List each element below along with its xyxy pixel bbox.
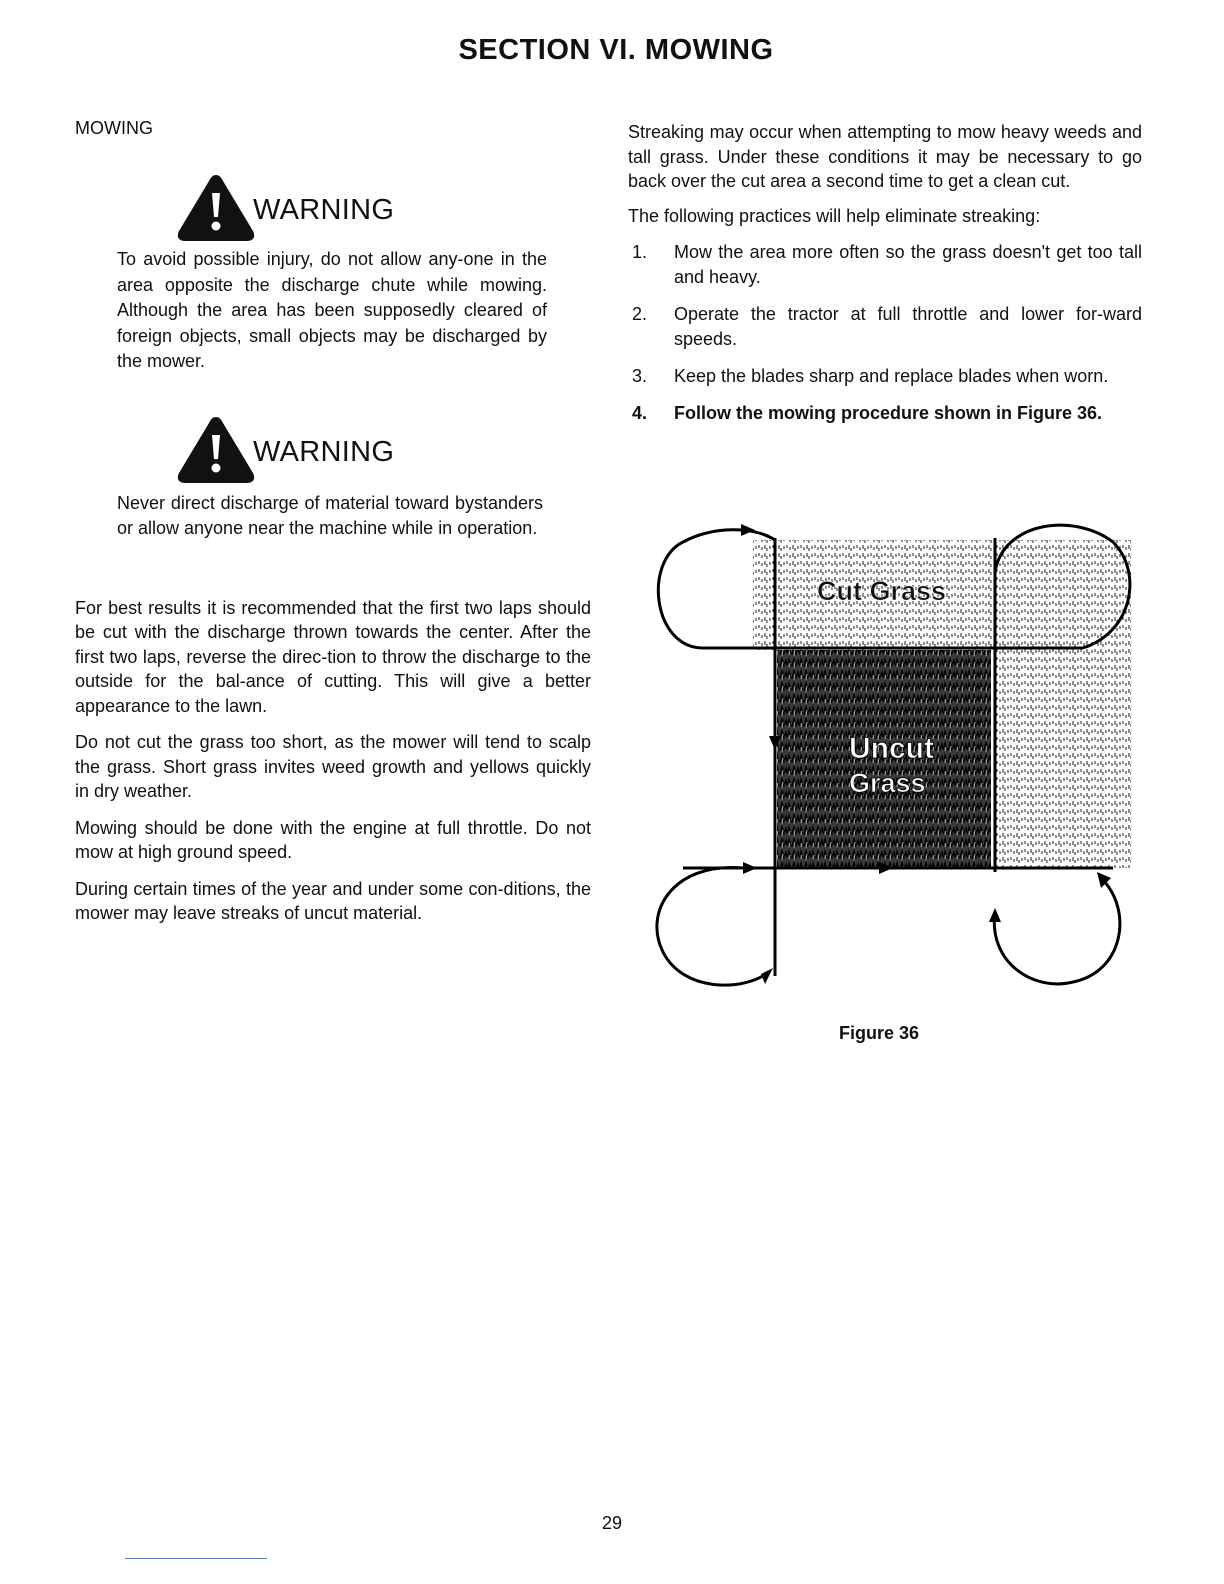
list-item: 1. Mow the area more often so the grass doesn't get too tall and heavy. (632, 242, 1142, 287)
footer-rule (125, 1558, 267, 1559)
cut-grass-label: Cut Grass (817, 576, 947, 606)
page-number: 29 (601, 1513, 623, 1533)
paragraph-streaking: Streaking may occur when attempting to mow heavy weeds and tall grass. Under these conditions it may be necessary to go back over the cut area a second time to get a clean cut. (628, 122, 1142, 191)
arrow-icon (741, 524, 755, 536)
mowing-pattern-figure (643, 512, 1137, 992)
warning-label-2: WARNING (253, 435, 395, 468)
arrow-icon (989, 908, 1001, 922)
practices-list (628, 240, 1142, 426)
warning-text-1: To avoid possible injury, do not allow any-one in the area opposite the discharge chute while mowing. Although the area has been supposedly cleared of foreign objects, small objects may be discharged by the mower. (117, 249, 547, 371)
left-column (75, 118, 591, 926)
list-item: 3. Keep the blades sharp and replace blades when worn. (632, 366, 1109, 386)
paragraph-best-results: For best results it is recommended that the first two laps should be cut with the discharge thrown towards the center. After the first two laps, reverse the direc-tion to throw the discharge to the outside for the bal-ance of cutting. This will give a better appearance to the lawn. (75, 597, 591, 716)
warning-triangle-icon (175, 171, 257, 243)
warning-label-1: WARNING (253, 194, 395, 226)
list-item: 2. Operate the tractor at full throttle and lower for-ward speeds. (632, 304, 1142, 349)
grass-label: Grass (849, 768, 926, 798)
warning-heading-2 (175, 413, 591, 485)
arrow-icon (761, 968, 773, 984)
subhead-mowing: MOWING (75, 118, 153, 138)
paragraph-streaks: During certain times of the year and under some con-ditions, the mower may leave streaks of uncut material. (75, 878, 591, 923)
uncut-label: Uncut (849, 732, 934, 765)
paragraph-practices: The following practices will help eliminate streaking: (628, 205, 1041, 226)
right-column (628, 120, 1142, 426)
warning-heading-1 (175, 171, 591, 243)
list-item: 4. Follow the mowing procedure shown in Figure 36. (632, 403, 1103, 423)
section-title: SECTION VI. MOWING (458, 34, 774, 66)
warning-text-2: Never direct discharge of material toward bystanders or allow anyone near the machine while in operation. (117, 492, 543, 538)
arrow-icon (743, 862, 757, 874)
figure-caption: Figure 36 (839, 1023, 920, 1043)
cut-grass-strip (995, 650, 1131, 868)
paragraph-throttle: Mowing should be done with the engine at full throttle. Do not mow at high ground speed. (75, 817, 591, 862)
paragraph-grass-short: Do not cut the grass too short, as the mower will tend to scalp the grass. Short grass invites weed growth and yellows quickly in dry weather. (75, 732, 591, 801)
warning-triangle-icon (175, 413, 257, 485)
